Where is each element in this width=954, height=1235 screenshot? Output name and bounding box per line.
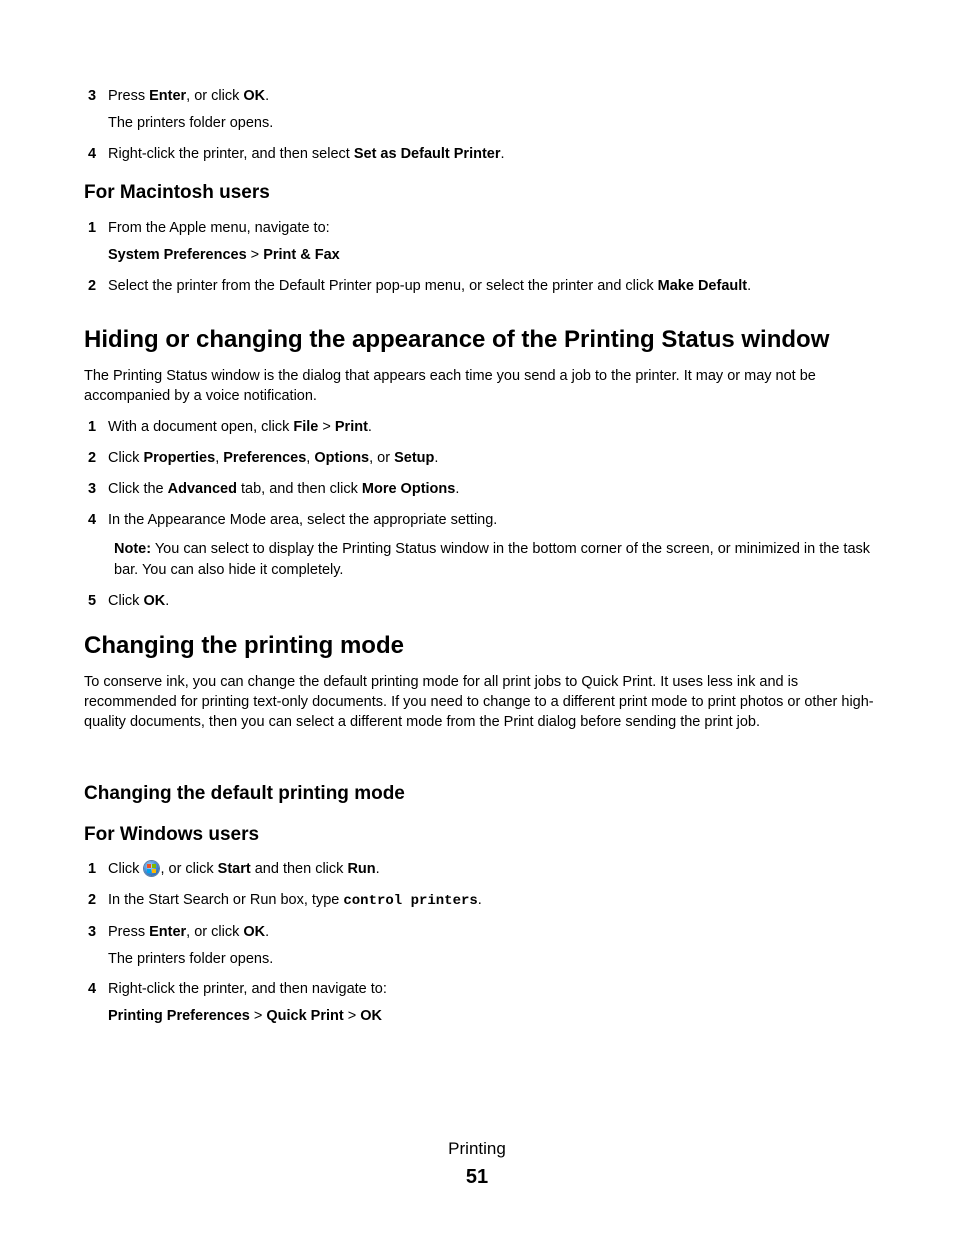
note-label: Note: [114,541,152,557]
step-text: Click the Advanced tab, and then click More Options. [108,481,460,497]
step-number: 1 [88,861,97,877]
step-number: 4 [88,512,97,528]
windows-start-orb-icon [144,861,159,876]
step-number: 2 [88,892,97,908]
step-number: 1 [88,220,97,236]
windows-users-heading: For Windows users [84,824,260,845]
status-intro: The Printing Status window is the dialog that appears each time you send a job to the printer. It may or may not be accompanied by a voice notification. [84,368,816,404]
step-text: In the Start Search or Run box, type control printers. [108,892,482,909]
step-number: 2 [88,278,97,294]
mac-users-heading: For Macintosh users [84,182,270,203]
step-number: 2 [88,450,97,466]
step-text: Select the printer from the Default Printer pop-up menu, or select the printer and click Make Default. [108,278,752,294]
step-number: 3 [88,88,97,104]
step-text: In the Appearance Mode area, select the appropriate setting. [108,512,498,528]
page-number: 51 [465,1166,489,1188]
step-text: From the Apple menu, navigate to: [108,220,330,236]
step-number: 4 [88,981,97,997]
default-mode-subheading: Changing the default printing mode [84,783,405,804]
step-text: Press Enter, or click OK. [108,88,270,104]
step-number: 5 [88,593,97,609]
step-number: 1 [88,419,97,435]
step-text: Right-click the printer, and then navigate to: [108,981,387,997]
step-text: Click OK. [108,593,170,609]
note-block: Note: You can select to display the Printing Status window in the bottom corner of the screen, or minimized in the task bar. You can also hide it completely. [114,541,871,578]
mode-intro: To conserve ink, you can change the default printing mode for all print jobs to Quick Print. It uses less ink and is recommended for printing text-only documents. If you need to change to a different print mode to print photos or other high-quality documents, then you can select a different mode from the Print dialog before sending the print job. [84,674,874,730]
command-text: control printers [343,893,478,909]
step-number: 3 [88,481,97,497]
step-text: Click Properties, Preferences, Options, or Setup. [108,450,439,466]
status-section-heading: Hiding or changing the appearance of the Printing Status window [84,326,830,353]
step-text: Click , or click Start and then click Run. [108,861,380,877]
footer-section-name: Printing [448,1139,506,1158]
step-number: 3 [88,924,97,940]
step-number: 4 [88,146,97,162]
step-text: Press Enter, or click OK. [108,924,270,940]
step-text: Right-click the printer, and then select Set as Default Printer. [108,146,505,162]
step-text: With a document open, click File > Print. [108,419,372,435]
mode-section-heading: Changing the printing mode [84,632,404,659]
